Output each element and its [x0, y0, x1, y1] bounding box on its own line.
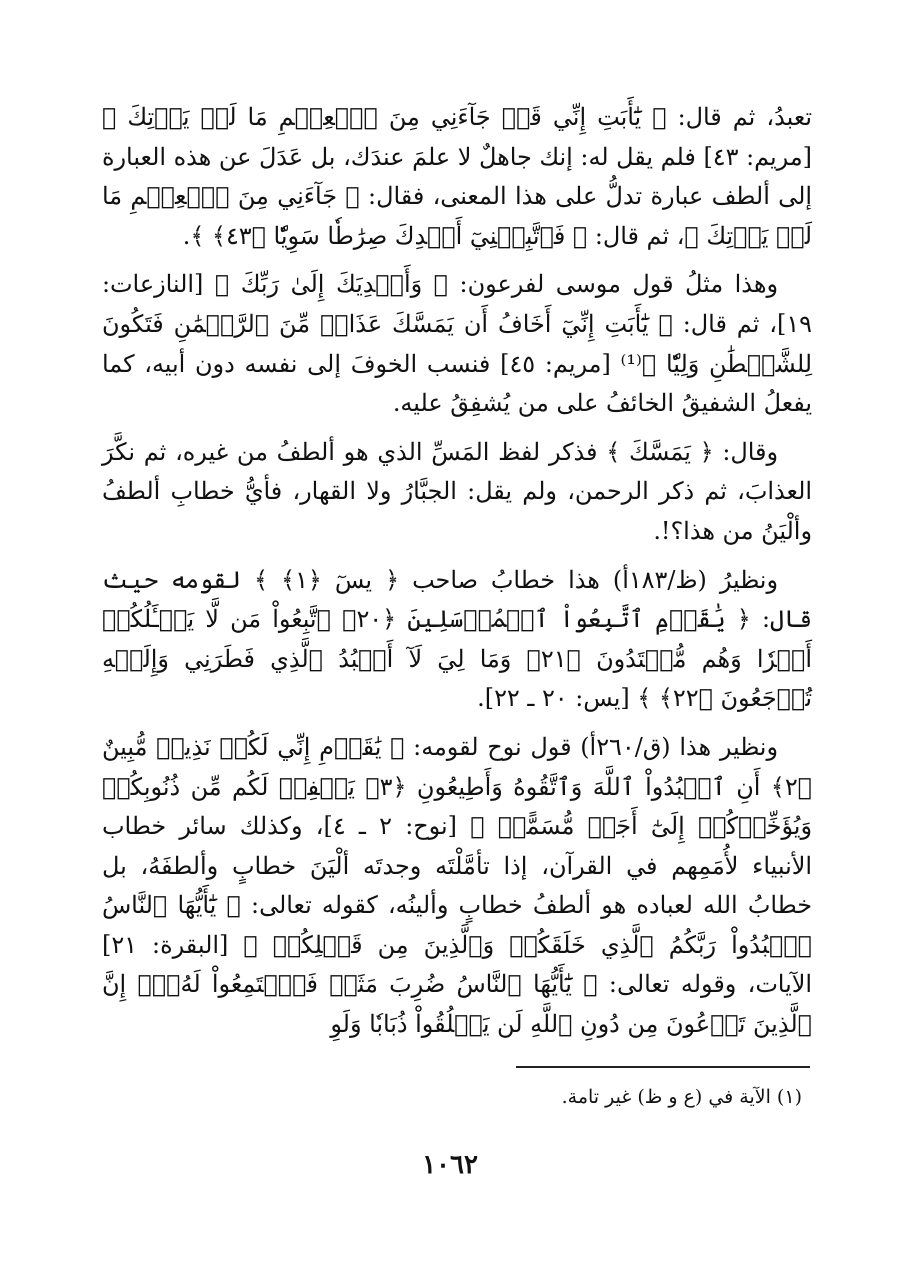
paragraph-4: ونظيرُ (ظ/١٨٣أ) هذا خطابُ صاحب ﴿ يسٓ ﴿١﴾ ﴾ لقومه حيث قال: ﴿ يَٰقَوۡمِ ٱتَّبِعُواْ ٱلۡمُرۡسَلِينَ ﴿٢٠﴾ ٱتَّبِعُواْ مَن لَّا يَسۡـَٔلُكُمۡ أَجۡرٗا وَهُم مُّهۡتَدُونَ ﴿٢١﴾ وَمَا لِيَ لَآ أَعۡبُدُ ٱلَّذِي فَطَرَنِي وَإِلَيۡهِ تُرۡجَعُونَ ﴿٢٢﴾ ﴾ [يس: ٢٠ ـ ٢٢]. — [102, 565, 812, 713]
footnote: (١) الآية في (ع و ظ) غير تامة. — [561, 1086, 802, 1108]
paragraph-1: تعبدُ، ثم قال: ﴿ يَٰٓأَبَتِ إِنِّي قَدۡ جَآءَنِي مِنَ ٱلۡعِلۡمِ مَا لَمۡ يَأۡتِكَ ﴾ [مريم: ٤٣] فلم يقل له: إنك جاهلٌ لا علمَ عندَك، بل عَدَلَ عن هذه العبارة إلى ألطف عبارة تدلُّ على هذا المعنى، فقال: ﴿ جَآءَنِي مِنَ ٱلۡعِلۡمِ مَا لَمۡ يَأۡتِكَ ﴾، ثم قال: ﴿ فَٱتَّبِعۡنِيٓ أَهۡدِكَ صِرَٰطٗا سَوِيّٗا ﴿٤٣﴾ ﴾. — [102, 103, 812, 250]
page-number: ١٠٦٢ — [422, 1150, 478, 1180]
main-text — [102, 98, 812, 1054]
paragraph-3: وقال: ﴿ يَمَسَّكَ ﴾ فذكر لفظ المَسِّ الذي هو ألطفُ من غيره، ثم نكَّرَ العذابَ، ثم ذكر الرحمن، ولم يقل: الجبَّارُ ولا القهار، فأيُّ خطابِ ألطفُ وألْيَنُ من هذا؟!. — [102, 437, 812, 545]
footnote-separator — [516, 1066, 810, 1068]
paragraph-5: ونظير هذا (ق/٢٦٠أ) قول نوح لقومه: ﴿ يَٰقَوۡمِ إِنِّي لَكُمۡ نَذِيرٞ مُّبِينٌ ﴿٢﴾ أَنِ ٱعۡبُدُواْ ٱللَّهَ وَٱتَّقُوهُ وَأَطِيعُونِ ﴿٣﴾ يَغۡفِرۡ لَكُم مِّن ذُنُوبِكُمۡ وَيُؤَخِّرۡكُمۡ إِلَىٰٓ أَجَلٖ مُّسَمًّىۚ ﴾ [نوح: ٢ ـ ٤]، وكذلك سائر خطاب الأنبياء لأُمَمِهم في القرآن، إذا تأمَّلْتَه وجدتَه ألْيَنَ خطابٍ وألطفَهُ، بل خطابُ الله لعباده هو ألطفُ خطابٍ وألينُه، كقوله تعالى: ﴿ يَٰٓأَيُّهَا ٱلنَّاسُ ٱعۡبُدُواْ رَبَّكُمُ ٱلَّذِي خَلَقَكُمۡ وَٱلَّذِينَ مِن قَبۡلِكُمۡ ﴾ [البقرة: ٢١] الآيات، وقوله تعالى: ﴿ يَٰٓأَيُّهَا ٱلنَّاسُ ضُرِبَ مَثَلٞ فَٱسۡتَمِعُواْ لَهُۥٓۚ إِنَّ ٱلَّذِينَ تَدۡعُونَ مِن دُونِ ٱللَّهِ لَن يَخۡلُقُواْ ذُبَابٗا وَلَوِ — [102, 732, 812, 1039]
paragraph-2: وهذا مثلُ قول موسى لفرعون: ﴿ وَأَهۡدِيَكَ إِلَىٰ رَبِّكَ ﴾ [النازعات: ١٩]، ثم قال: ﴿ يَٰٓأَبَتِ إِنِّيٓ أَخَافُ أَن يَمَسَّكَ عَذَابٞ مِّنَ ٱلرَّحۡمَٰنِ فَتَكُونَ لِلشَّيۡطَٰنِ وَلِيّٗا ﴾⁽¹⁾ [مريم: ٤٥] فنسب الخوفَ إلى نفسه دون أبيه، كما يفعلُ الشفيقُ الخائفُ على من يُشفِقُ عليه. — [102, 270, 813, 418]
